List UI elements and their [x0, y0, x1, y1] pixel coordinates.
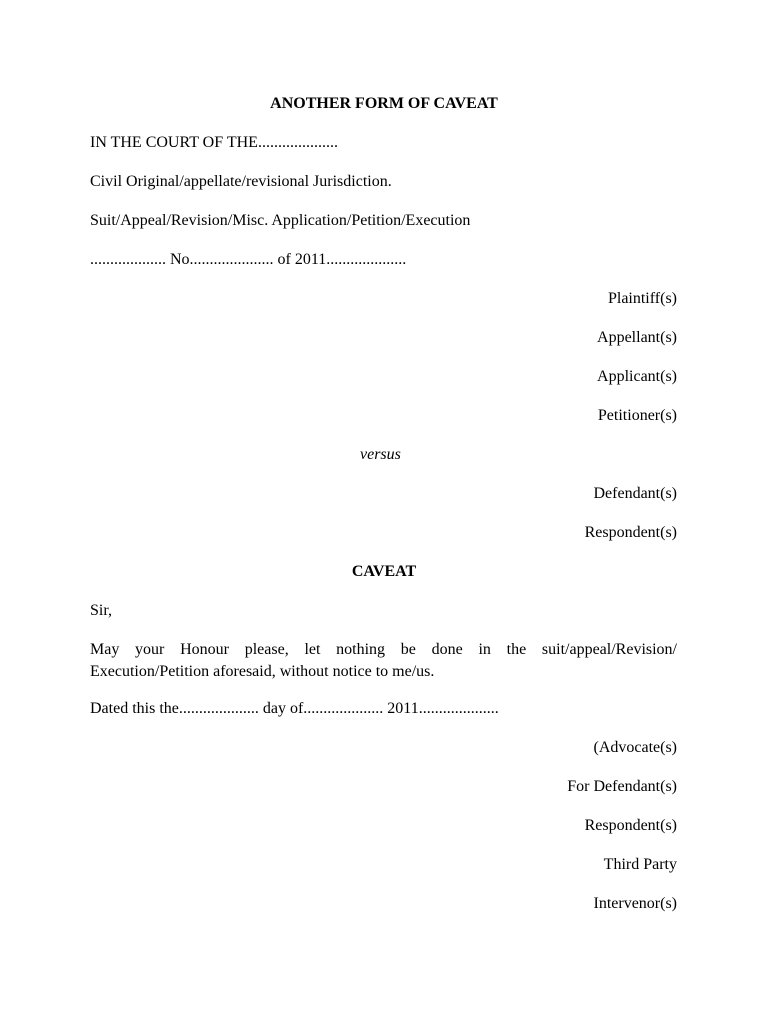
signatory-for-defendant: For Defendant(s) — [567, 778, 677, 795]
case-number-line: ................... No..................... of 2011.................... — [90, 251, 407, 268]
court-line: IN THE COURT OF THE.................... — [90, 134, 338, 151]
document-title: ANOTHER FORM OF CAVEAT — [270, 95, 498, 112]
party-petitioner: Petitioner(s) — [597, 407, 677, 424]
case-type-line: Suit/Appeal/Revision/Misc. Application/Petition/Execution — [90, 212, 471, 229]
signatory-intervenor: Intervenor(s) — [593, 895, 677, 912]
party-applicant: Applicant(s) — [597, 368, 677, 385]
party-respondent: Respondent(s) — [584, 524, 677, 541]
signatory-advocate: (Advocate(s) — [593, 739, 677, 756]
jurisdiction-line: Civil Original/appellate/revisional Jurisdiction. — [90, 173, 392, 190]
signatory-third-party: Third Party — [603, 856, 677, 873]
caveat-body: May your Honour please, let nothing be done in the suit/appeal/Revision/ Execution/Petition aforesaid, without notice to me/us. — [90, 641, 677, 680]
salutation: Sir, — [90, 602, 113, 619]
party-plaintiff: Plaintiff(s) — [607, 290, 677, 307]
caveat-heading: CAVEAT — [351, 563, 417, 580]
party-appellant: Appellant(s) — [597, 329, 677, 346]
signatory-respondent: Respondent(s) — [584, 817, 677, 834]
versus-label: versus — [360, 446, 401, 463]
party-defendant: Defendant(s) — [593, 485, 677, 502]
dated-line: Dated this the.................... day of.................... 2011.................... — [90, 700, 499, 717]
